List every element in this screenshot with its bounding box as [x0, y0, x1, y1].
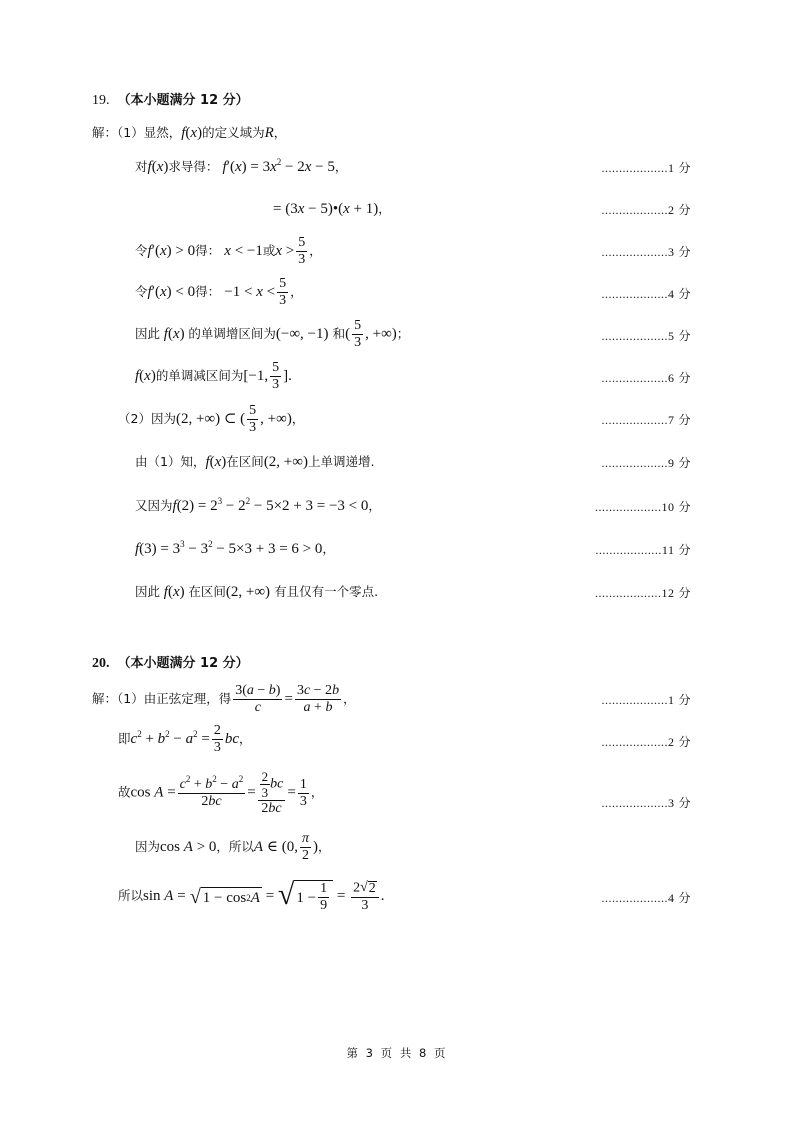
q20-score-3: ...................3 分	[601, 796, 691, 810]
q19-line-domain: 解：（1）显然，f(x)的定义域为R，	[92, 125, 287, 141]
q19-score-6: ...................6 分	[601, 371, 691, 385]
q20-title: （本小题满分 12 分）	[117, 656, 249, 671]
q19-score-7: ...................7 分	[601, 413, 691, 427]
q19-line-dec-interval: f(x)的单调减区间为[−1, $\frac{5}{3}$ ].	[135, 360, 292, 392]
q19-score-4: ...................4 分	[601, 287, 691, 301]
q19-line-f3: $f(3) = 3^3 - 3^2 - 5\times 3 + 3 = 6 > 0$，	[135, 539, 335, 557]
q20-line-cos: 故cos A = $\frac{c^2 + b^2 - a^2}{2bc}$ = $\frac{2}{3}$ bc 2bc = $\frac{1}{3}$ ，	[118, 769, 324, 816]
q19-score-1: ...................1 分	[601, 161, 691, 175]
q19-score-12: ...................12 分	[594, 586, 691, 600]
q20-line-range: 因为cos A > 0，所以A ∈ (0, $\frac{\pi}{2}$ )，	[135, 831, 331, 863]
q20-score-1: ...................1 分	[601, 693, 691, 707]
page-footer: 第 3 页 共 8 页	[346, 1046, 448, 1060]
q19-line-dec-cond: 令f′(x) < 0得： −1 < x < $\frac{5}{3}$ ，	[135, 276, 303, 308]
q20-score-4: ...................4 分	[601, 891, 691, 905]
q19-score-9: ...................9 分	[601, 456, 691, 470]
q20-line-sine-law: 解：（1）由正弦定理，得 $\frac{3(a - b)}{c}$ = $\frac{3c - 2b}{a + b}$ ，	[92, 683, 356, 715]
q19-score-10: ...................10 分	[594, 500, 691, 514]
q19-score-11: ...................11 分	[595, 543, 691, 557]
q20-heading	[92, 655, 249, 673]
q20-score-2: ...................2 分	[601, 735, 691, 749]
q19-score-2: ...................2 分	[601, 203, 691, 217]
q19-line-monotone: 由（1）知，f(x)在区间(2, +∞)上单调递增.	[135, 454, 375, 470]
q19-number: 19.	[92, 93, 110, 108]
q20-line-relation: 即$c^2 + b^2 - a^2$ = $\frac{2}{3}$ bc，	[118, 723, 252, 755]
q20-number: 20.	[92, 656, 110, 671]
q19-line-inc-cond: 令f′(x) > 0得： x < −1或x > $\frac{5}{3}$ ，	[135, 235, 322, 267]
q19-line-factor: = (3x − 5)•(x + 1)，	[273, 201, 391, 217]
q19-title: （本小题满分 12 分）	[117, 93, 249, 108]
q20-line-sin: 所以sin A = √ 1 − cos 2 A = √ 1 − $\frac{1}{9}$ = 2 √ 2 3 .	[118, 878, 385, 913]
q19-line-f2: 又因为$f(2) = 2^3 - 2^2 - 5\times 2 + 3 = -3 < 0$，	[135, 496, 381, 514]
q19-line-conclusion: 因此 f(x) 在区间(2, +∞) 有且仅有一个零点.	[135, 584, 379, 600]
q19-score-3: ...................3 分	[601, 245, 691, 259]
q19-line-derivative: 对f(x)求导得： $f'(x) = 3x^2 - 2x - 5$，	[135, 157, 348, 175]
q19-score-5: ...................5 分	[601, 329, 691, 343]
q19-line-inc-interval: 因此 f(x) 的单调增区间为(−∞, −1) 和( $\frac{5}{3}$ , +∞)；	[135, 318, 410, 350]
q19-line-part2: （2）因为(2, +∞) ⊂ ( $\frac{5}{3}$ , +∞)，	[118, 403, 305, 435]
q19-heading	[92, 92, 249, 110]
